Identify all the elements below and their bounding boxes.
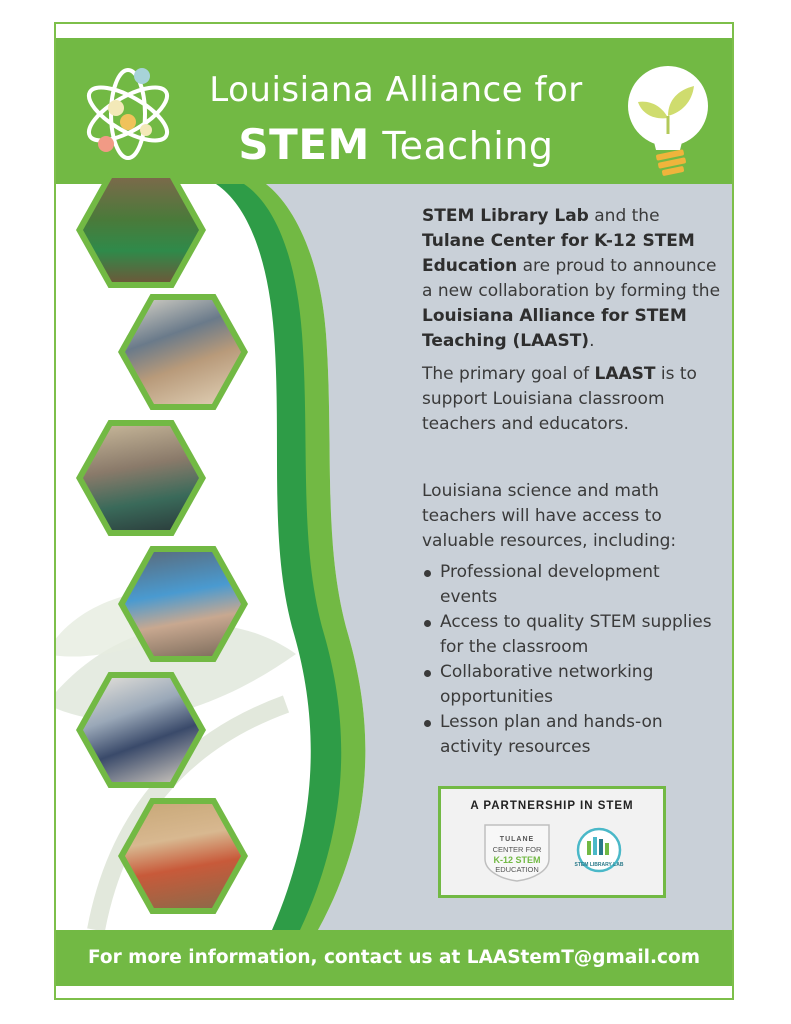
tulane-logo: TULANE CENTER FOR K-12 STEM EDUCATION	[492, 836, 542, 874]
org-stem-library-lab: STEM Library Lab	[422, 206, 589, 226]
laast-acronym: LAAST	[594, 364, 656, 384]
main-content	[422, 204, 722, 760]
list-item: Collaborative networking opportunities	[422, 660, 722, 710]
hexagon-photo-activity	[76, 672, 206, 788]
list-item: Lesson plan and hands-on activity resources	[422, 710, 722, 760]
title-line-1: Louisiana Alliance for	[209, 70, 583, 110]
hexagon-photo-workshop	[118, 294, 248, 410]
lightbulb-icon	[622, 56, 718, 176]
bullet-icon	[424, 720, 431, 727]
hexagon-photo-child	[76, 172, 206, 288]
alliance-name: Louisiana Alliance for STEM Teaching (LAAST)	[422, 306, 687, 351]
resources-intro: Louisiana science and math teachers will have access to valuable resources, including:	[422, 481, 677, 551]
flyer	[54, 22, 734, 1000]
org-tulane-center: Tulane Center for K-12 STEM Education	[422, 231, 695, 276]
hexagon-photo-teacher	[118, 546, 248, 662]
hexagon-photo-group	[118, 798, 248, 914]
footer-contact[interactable]: For more information, contact us at LAAStemT@gmail.com	[56, 930, 732, 986]
stem-library-lab-label: STEM LIBRARY LAB	[574, 862, 624, 868]
title-stem: STEM	[238, 120, 370, 169]
list-item: Access to quality STEM supplies for the classroom	[422, 610, 722, 660]
bullet-icon	[424, 570, 431, 577]
page-title	[176, 38, 616, 184]
title-teaching: Teaching	[369, 124, 554, 168]
list-item: Professional development events	[422, 560, 722, 610]
hexagon-photo-classroom	[76, 420, 206, 536]
partnership-box	[438, 786, 666, 898]
bullet-icon	[424, 670, 431, 677]
header-banner	[56, 38, 732, 184]
bullet-icon	[424, 620, 431, 627]
atom-icon	[78, 56, 178, 166]
intro-paragraph: STEM Library Lab and the Tulane Center for K-12 STEM Education are proud to announce a new collaboration by forming the Louisiana Alliance for STEM Teaching (LAAST).	[422, 206, 721, 351]
title-line-2	[176, 120, 616, 169]
goal-paragraph: The primary goal of LAAST is to support Louisiana classroom teachers and educators.	[422, 364, 697, 434]
partnership-heading: A PARTNERSHIP IN STEM	[470, 800, 634, 812]
benefits-list	[422, 560, 722, 760]
